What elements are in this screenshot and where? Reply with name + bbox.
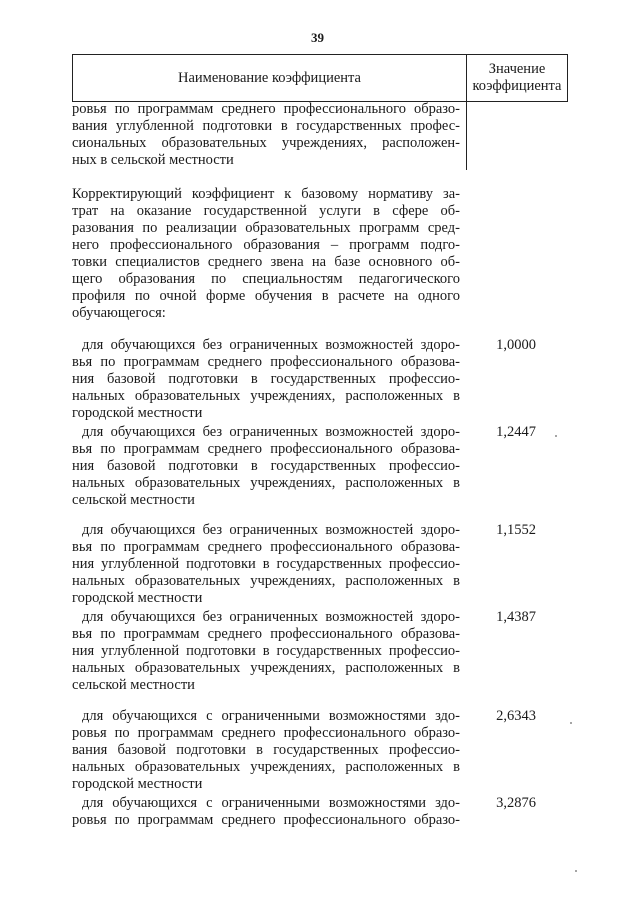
text-line: для обучающихся без ограниченных возможностей здоро- [82, 609, 460, 625]
text-line: нальных образовательных учреждениях, расположенных в [72, 573, 460, 589]
text-line: нальных образовательных учреждениях, расположенных в [72, 388, 460, 404]
text-line: вья по программам среднего профессионального образова- [72, 539, 460, 555]
text-line: городской местности [72, 405, 203, 421]
coefficient-value: 1,1552 [496, 522, 536, 538]
coefficient-row-description [72, 522, 460, 607]
text-line: ровья по программам среднего профессионального образо- [72, 812, 460, 828]
table-header [72, 54, 568, 102]
intro-paragraph [72, 186, 460, 322]
continuation-text [72, 101, 460, 169]
text-line: сиональных образовательных учреждениях, расположен- [72, 135, 460, 151]
text-line: ровья по программам среднего профессионального образо- [72, 725, 460, 741]
text-line: вья по программам среднего профессионального образова- [72, 354, 460, 370]
text-line: профиля по очной форме обучения в расчете на одного [72, 288, 460, 304]
coefficient-name-header: Наименование коэффициента [73, 55, 467, 101]
scan-speck [575, 870, 577, 872]
text-line: вья по программам среднего профессионального образова- [72, 441, 460, 457]
text-line: нальных образовательных учреждениях, расположенных в [72, 759, 460, 775]
text-line: сельской местности [72, 677, 195, 693]
coefficient-row-description [72, 609, 460, 694]
text-line: для обучающихся без ограниченных возможностей здоро- [82, 337, 460, 353]
text-line: ровья по программам среднего профессионального образо- [72, 101, 460, 117]
text-line: ных в сельской местности [72, 152, 234, 168]
coefficient-value: 3,2876 [496, 795, 536, 811]
text-line: разования по реализации образовательных программ сред- [72, 220, 460, 236]
coefficient-value: 1,2447 [496, 424, 536, 440]
text-line: ния базовой подготовки в государственных профессио- [72, 458, 460, 474]
text-line: нальных образовательных учреждениях, расположенных в [72, 475, 460, 491]
scan-speck [570, 722, 572, 724]
text-line: для обучающихся с ограниченными возможностями здо- [82, 708, 460, 724]
scan-speck [555, 435, 557, 437]
text-line: товки специалистов среднего звена на базе основного об- [72, 254, 460, 270]
text-line: вания базовой подготовки в государственных профессио- [72, 742, 460, 758]
text-line: трат на оказание государственной услуги в сфере об- [72, 203, 460, 219]
coefficient-value: 2,6343 [496, 708, 536, 724]
text-line: городской местности [72, 776, 203, 792]
coefficient-row-description [72, 795, 460, 829]
text-line: щего образования по специальностям педагогического [72, 271, 460, 287]
coefficient-row-description [72, 424, 460, 509]
coefficient-row-description [72, 708, 460, 793]
text-line: Корректирующий коэффициент к базовому нормативу за- [72, 186, 460, 202]
coefficient-value: 1,4387 [496, 609, 536, 625]
text-line: для обучающихся с ограниченными возможностями здо- [82, 795, 460, 811]
text-line: сельской местности [72, 492, 195, 508]
column-divider [466, 100, 467, 170]
text-line: ния базовой подготовки в государственных профессио- [72, 371, 460, 387]
text-line: вания углубленной подготовки в государственных профес- [72, 118, 460, 134]
text-line: для обучающихся без ограниченных возможностей здоро- [82, 424, 460, 440]
page-number: 39 [311, 30, 324, 45]
text-line: обучающегося: [72, 305, 166, 321]
text-line: вья по программам среднего профессионального образова- [72, 626, 460, 642]
text-line: городской местности [72, 590, 203, 606]
text-line: ния углубленной подготовки в государственных профессио- [72, 643, 460, 659]
value-header-line-2: коэффициента [472, 78, 562, 94]
coefficient-row-description [72, 337, 460, 422]
text-line: для обучающихся без ограниченных возможностей здоро- [82, 522, 460, 538]
value-header-line-1: Значение [488, 61, 546, 77]
text-line: ния углубленной подготовки в государственных профессио- [72, 556, 460, 572]
text-line: него профессионального образования – программ подго- [72, 237, 460, 253]
text-line: нальных образовательных учреждениях, расположенных в [72, 660, 460, 676]
coefficient-value: 1,0000 [496, 337, 536, 353]
coefficient-value-header [467, 55, 567, 101]
